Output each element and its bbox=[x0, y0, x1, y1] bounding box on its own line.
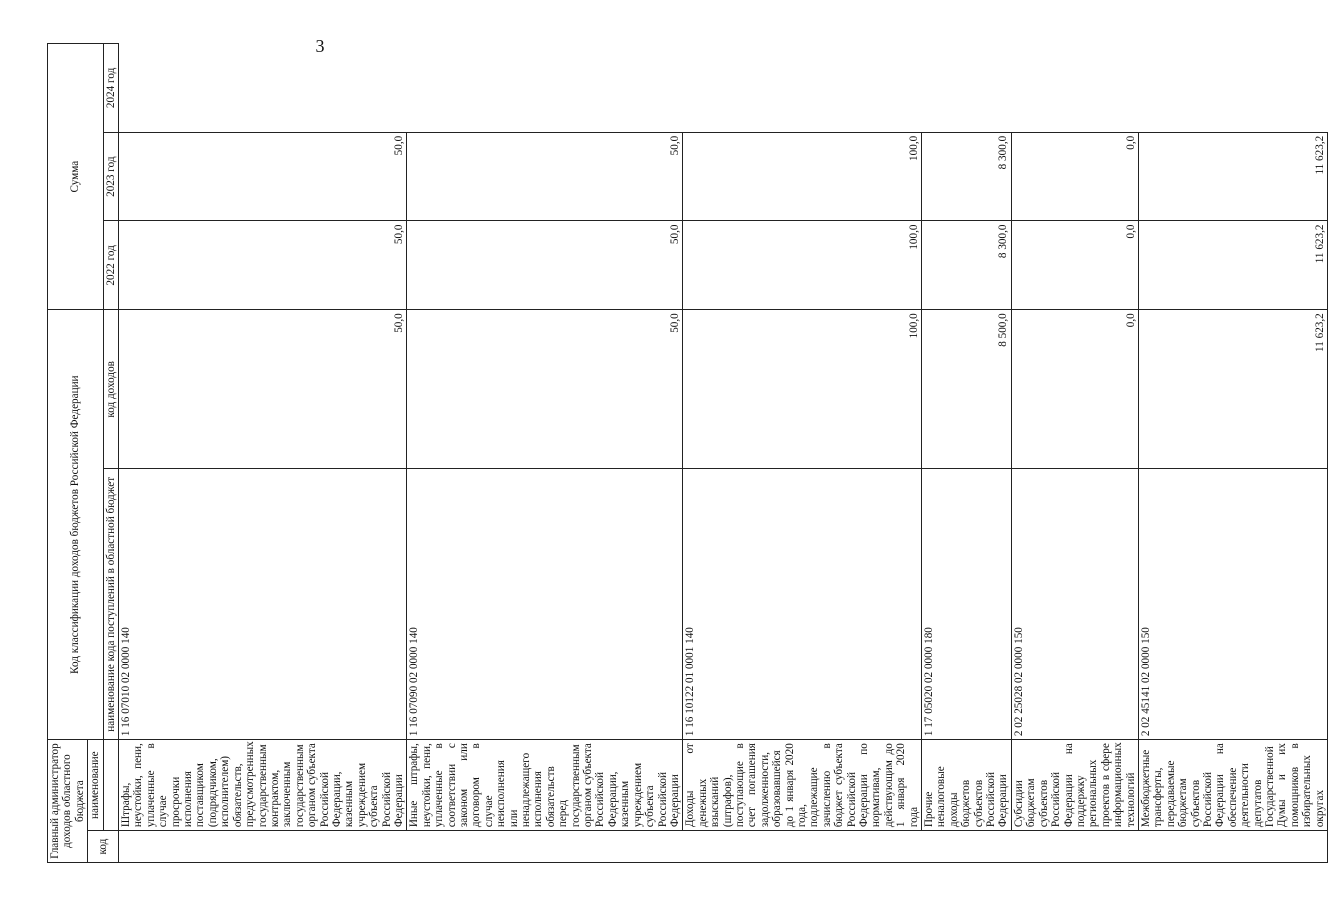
row-sum-2022: 11 623,2 bbox=[1138, 310, 1327, 469]
row-sum-2024: 8 300,0 bbox=[922, 132, 1012, 221]
row-sum-2023: 50,0 bbox=[407, 221, 683, 310]
row-sum-2024: 11 623,2 bbox=[1138, 132, 1327, 221]
admin-name-cell bbox=[103, 740, 118, 831]
row-name: Штрафы, неустойки, пени, уплаченные в случае просрочки исполнения поставщиком (подрядчиком, исполнителем) обязательств, предусмотренных государственным контрактом, заключенным государственным органом субъекта Российской Федерации, казенным учреждением субъекта Российской Федерации bbox=[119, 740, 407, 831]
row-name: Прочие неналоговые доходы бюджетов субъектов Российской Федерации bbox=[922, 740, 1012, 831]
row-code: 1 16 07010 02 0000 140 bbox=[119, 469, 407, 740]
header-admin-group: Главный администратор доходов областного бюджета bbox=[48, 740, 88, 863]
header-classification-group: Код классификации доходов бюджетов Российской Федерации bbox=[48, 310, 104, 740]
row-sum-2024: 50,0 bbox=[119, 132, 407, 221]
row-code: 1 16 10122 01 0001 140 bbox=[683, 469, 922, 740]
table-row bbox=[683, 44, 922, 863]
row-sum-2022: 0,0 bbox=[1011, 310, 1138, 469]
row-name: Иные штрафы, неустойки, пени, уплаченные в соответствии с законом или договором в случае неисполнения или ненадлежащего исполнения обязательств перед государственным органом субъекта Российской Федерации, казенным учреждением субъекта Российской Федерации bbox=[407, 740, 683, 831]
row-sum-2023: 8 300,0 bbox=[922, 221, 1012, 310]
row-name: Субсидии бюджетам субъектов Российской Федерации на поддержку региональных проектов в сфере информационных технологий bbox=[1011, 740, 1138, 831]
row-sum-2023: 50,0 bbox=[119, 221, 407, 310]
table-row bbox=[1011, 44, 1138, 863]
header-admin-code: код bbox=[88, 831, 119, 863]
row-sum-2022: 8 500,0 bbox=[922, 310, 1012, 469]
header-year-2024: 2024 год bbox=[103, 44, 118, 133]
header-classification-name: наименование кода поступлений в областной бюджет bbox=[103, 469, 118, 740]
row-code: 1 17 05020 02 0000 180 bbox=[922, 469, 1012, 740]
row-sum-2022: 100,0 bbox=[683, 310, 922, 469]
row-name: Межбюджетные трансферты, передаваемые бюджетам субъектов Российской Федерации на обеспечение деятельности депутатов Государственной Думы и их помощников в избирательных округах bbox=[1138, 740, 1327, 831]
revenue-classification-table bbox=[47, 43, 1328, 863]
row-sum-2023: 11 623,2 bbox=[1138, 221, 1327, 310]
row-sum-2024: 100,0 bbox=[683, 132, 922, 221]
table-row bbox=[119, 44, 407, 863]
header-admin-name: наименование bbox=[88, 740, 103, 831]
row-sum-2022: 50,0 bbox=[119, 310, 407, 469]
row-code: 1 16 07090 02 0000 140 bbox=[407, 469, 683, 740]
revenue-table-rotated bbox=[47, 43, 1326, 863]
header-sum-group: Сумма bbox=[48, 44, 104, 310]
row-name: Доходы от денежных взысканий (штрафов), поступающие в счет погашения задолженности, образовавшейся до 1 января 2020 года, подлежащие зачислению в бюджет субъекта Российской Федерации по нормативам, действующим до 1 января 2020 года bbox=[683, 740, 922, 831]
row-sum-2023: 0,0 bbox=[1011, 221, 1138, 310]
row-code: 2 02 25028 02 0000 150 bbox=[1011, 469, 1138, 740]
row-sum-2022: 50,0 bbox=[407, 310, 683, 469]
row-code: 2 02 45141 02 0000 150 bbox=[1138, 469, 1327, 740]
admin-code-cell bbox=[119, 831, 1328, 863]
row-sum-2024: 0,0 bbox=[1011, 132, 1138, 221]
table-row bbox=[1138, 44, 1327, 863]
table-row bbox=[922, 44, 1012, 863]
row-sum-2024: 50,0 bbox=[407, 132, 683, 221]
header-classification-code: код доходов bbox=[103, 310, 118, 469]
header-year-2022: 2022 год bbox=[103, 221, 118, 310]
header-year-2023: 2023 год bbox=[103, 132, 118, 221]
table-row bbox=[407, 44, 683, 863]
page-number: 3 bbox=[315, 36, 325, 56]
row-sum-2023: 100,0 bbox=[683, 221, 922, 310]
